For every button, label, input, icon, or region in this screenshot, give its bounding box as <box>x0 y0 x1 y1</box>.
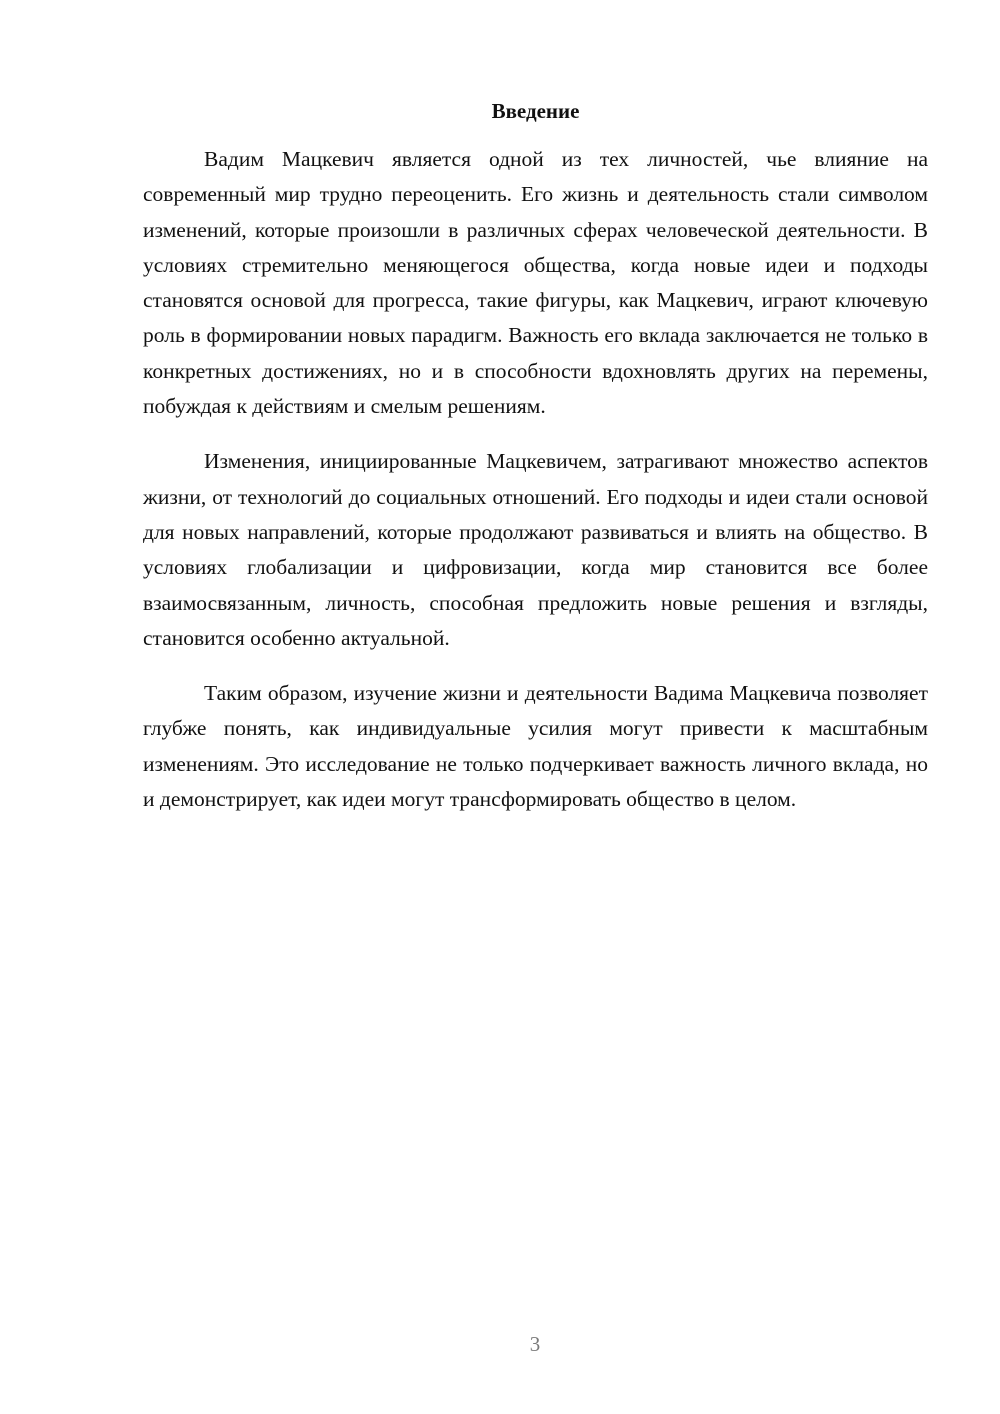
section-heading: Введение <box>491 99 580 123</box>
paragraph-3: Таким образом, изучение жизни и деятельности Вадима Мацкевича позволяет глубже понять, как индивидуальные усилия могут привести к масштабным изменениям. Это исследование не только подчеркивает важность личного вклада, но и демонстрирует, как идеи могут трансформировать общество в целом. <box>143 681 928 812</box>
page-number: 3 <box>529 1332 541 1356</box>
paragraph-1: Вадим Мацкевич является одной из тех личностей, чье влияние на современный мир трудно переоценить. Его жизнь и деятельность стали символом изменений, которые произошли в различных сферах человеческой деятельности. В условиях стремительно меняющегося общества, когда новые идеи и подходы становятся основой для прогресса, такие фигуры, как Мацкевич, играют ключевую роль в формировании новых парадигм. Важность его вклада заключается не только в конкретных достижениях, но и в способности вдохновлять других на перемены, побуждая к действиям и смелым решениям. <box>143 147 928 419</box>
page-content <box>143 96 928 837</box>
paragraph-2: Изменения, инициированные Мацкевичем, затрагивают множество аспектов жизни, от технологий до социальных отношений. Его подходы и идеи стали основой для новых направлений, которые продолжают развиваться и влиять на общество. В условиях глобализации и цифровизации, когда мир становится все более взаимосвязанным, личность, способная предложить новые решения и взгляды, становится особенно актуальной. <box>143 449 928 650</box>
